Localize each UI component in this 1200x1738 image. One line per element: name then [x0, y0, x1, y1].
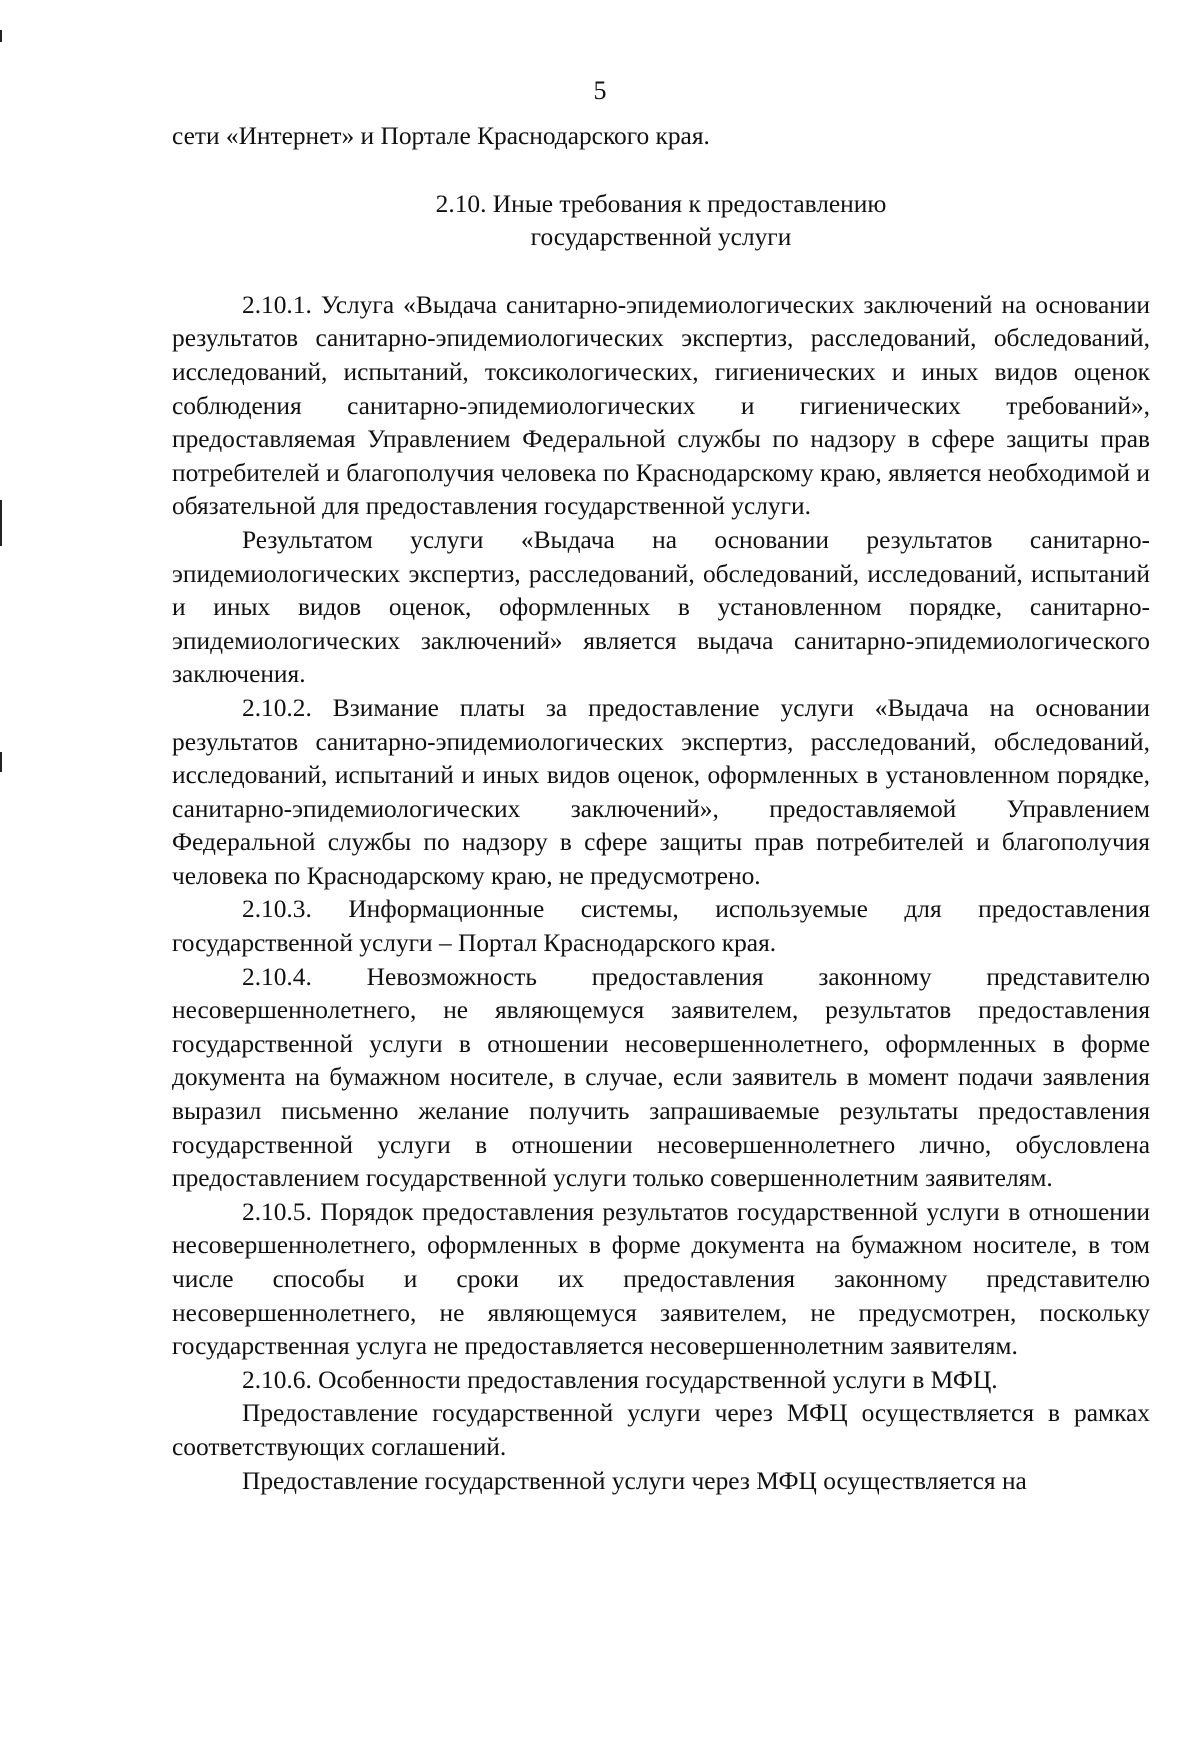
paragraph: 2.10.4. Невозможность предоставления законному представителю несовершеннолетнего, не являющемуся заявителем, результатов предоставления государственной услуги в отношении несовершеннолетнего, оформленных в форме документа на бумажном носителе, в случае, если заявитель в момент подачи заявления выразил письменно желание получить запрашиваемые результаты предоставления государственной услуги в отношении несовершеннолетнего лично, обусловлена предоставлением государственной услуги только совершеннолетним заявителям.	[172, 962, 1150, 1193]
page-number: 5	[593, 76, 607, 105]
section-heading-line: государственной услуги	[530, 223, 792, 252]
paragraph: 2.10.5. Порядок предоставления результатов государственной услуги в отношении несовершеннолетнего, оформленных в форме документа на бумажном носителе, в том числе способы и сроки их предоставления законному представителю несовершеннолетнего, не являющемуся заявителем, не предусмотрен, поскольку государственная услуга не предоставляется несовершеннолетним заявителям.	[172, 1197, 1150, 1361]
paragraph: Предоставление государственной услуги через МФЦ осуществляется на	[242, 1466, 1027, 1495]
document-body	[172, 120, 1150, 1498]
scan-edge-mark	[0, 752, 2, 772]
paragraph: Результатом услуги «Выдача на основании результатов санитарно-эпидемиологических экспертиз, расследований, обследований, исследований, испытаний и иных видов оценок, оформленных в установленном порядке, санитарно-эпидемиологических заключений» является выдача санитарно-эпидемиологического заключения.	[172, 525, 1150, 689]
section-heading-line: 2.10. Иные требования к предоставлению	[435, 189, 887, 218]
scan-edge-mark	[0, 500, 2, 546]
paragraph: 2.10.3. Информационные системы, используемые для предоставления государственной услуги – Портал Краснодарского края.	[172, 895, 1150, 958]
scan-edge-mark	[0, 30, 2, 42]
paragraph: Предоставление государственной услуги через МФЦ осуществляется в рамках соответствующих соглашений.	[172, 1399, 1150, 1461]
paragraph: 2.10.1. Услуга «Выдача санитарно-эпидемиологических заключений на основании результатов санитарно-эпидемиологических экспертиз, расследований, обследований, исследований, испытаний, токсикологических, гигиенических и иных видов оценок соблюдения санитарно-эпидемиологических и гигиенических требований», предоставляемая Управлением Федеральной службы по надзору в сфере защиты прав потребителей и благополучия человека по Краснодарскому краю, является необходимой и обязательной для предоставления государственной услуги.	[172, 290, 1150, 521]
intro-line: сети «Интернет» и Портале Краснодарского края.	[172, 122, 710, 150]
paragraph: 2.10.6. Особенности предоставления государственной услуги в МФЦ.	[242, 1365, 998, 1394]
paragraph: 2.10.2. Взимание платы за предоставление услуги «Выдача на основании результатов санитарно-эпидемиологических экспертиз, расследований, обследований, исследований, испытаний и иных видов оценок, оформленных в установленном порядке, санитарно-эпидемиологических заключений», предоставляемой Управлением Федеральной службы по надзору в сфере защиты прав потребителей и благополучия человека по Краснодарскому краю, не предусмотрено.	[172, 693, 1150, 890]
section-heading	[172, 188, 1150, 255]
